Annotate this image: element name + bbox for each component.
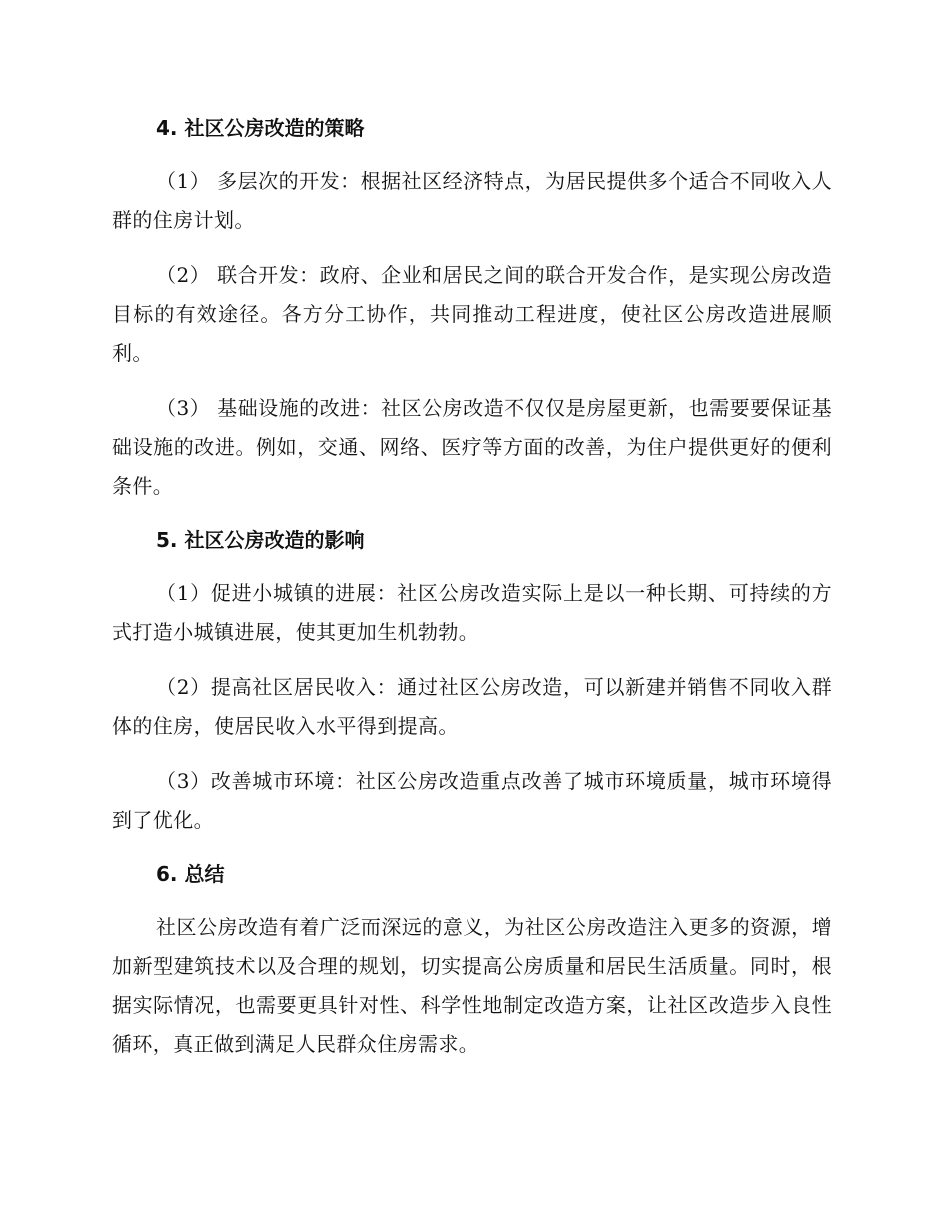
document-page <box>112 110 832 1064</box>
section-heading-impact: 5. 社区公房改造的影响 <box>156 528 365 552</box>
paragraph-joint-development: （2） 联合开发：政府、企业和居民之间的联合开发合作，是实现公房改造目标的有效途径。各方分工协作，共同推动工程进度，使社区公房改造进展顺利。 <box>112 263 832 365</box>
paragraph-multilevel-development: （1） 多层次的开发：根据社区经济特点，为居民提供多个适合不同收入人群的住房计划。 <box>112 169 832 232</box>
section-heading-strategy: 4. 社区公房改造的策略 <box>156 116 365 140</box>
section-heading-summary: 6. 总结 <box>156 862 225 886</box>
paragraph-income: （2）提高社区居民收入：通过社区公房改造，可以新建并销售不同收入群体的住房，使居民收入水平得到提高。 <box>112 675 832 738</box>
paragraph-small-town: （1）促进小城镇的进展：社区公房改造实际上是以一种长期、可持续的方式打造小城镇进展，使其更加生机勃勃。 <box>112 581 832 644</box>
paragraph-infrastructure: （3） 基础设施的改进：社区公房改造不仅仅是房屋更新，也需要要保证基础设施的改进。例如，交通、网络、医疗等方面的改善，为住户提供更好的便利条件。 <box>112 396 832 498</box>
paragraph-summary: 社区公房改造有着广泛而深远的意义，为社区公房改造注入更多的资源，增加新型建筑技术以及合理的规划，切实提高公房质量和居民生活质量。同时，根据实际情况，也需要更具针对性、科学性地制定改造方案，让社区改造步入良性循环，真正做到满足人民群众住房需求。 <box>112 915 832 1056</box>
paragraph-environment: （3）改善城市环境：社区公房改造重点改善了城市环境质量，城市环境得到了优化。 <box>112 769 832 832</box>
